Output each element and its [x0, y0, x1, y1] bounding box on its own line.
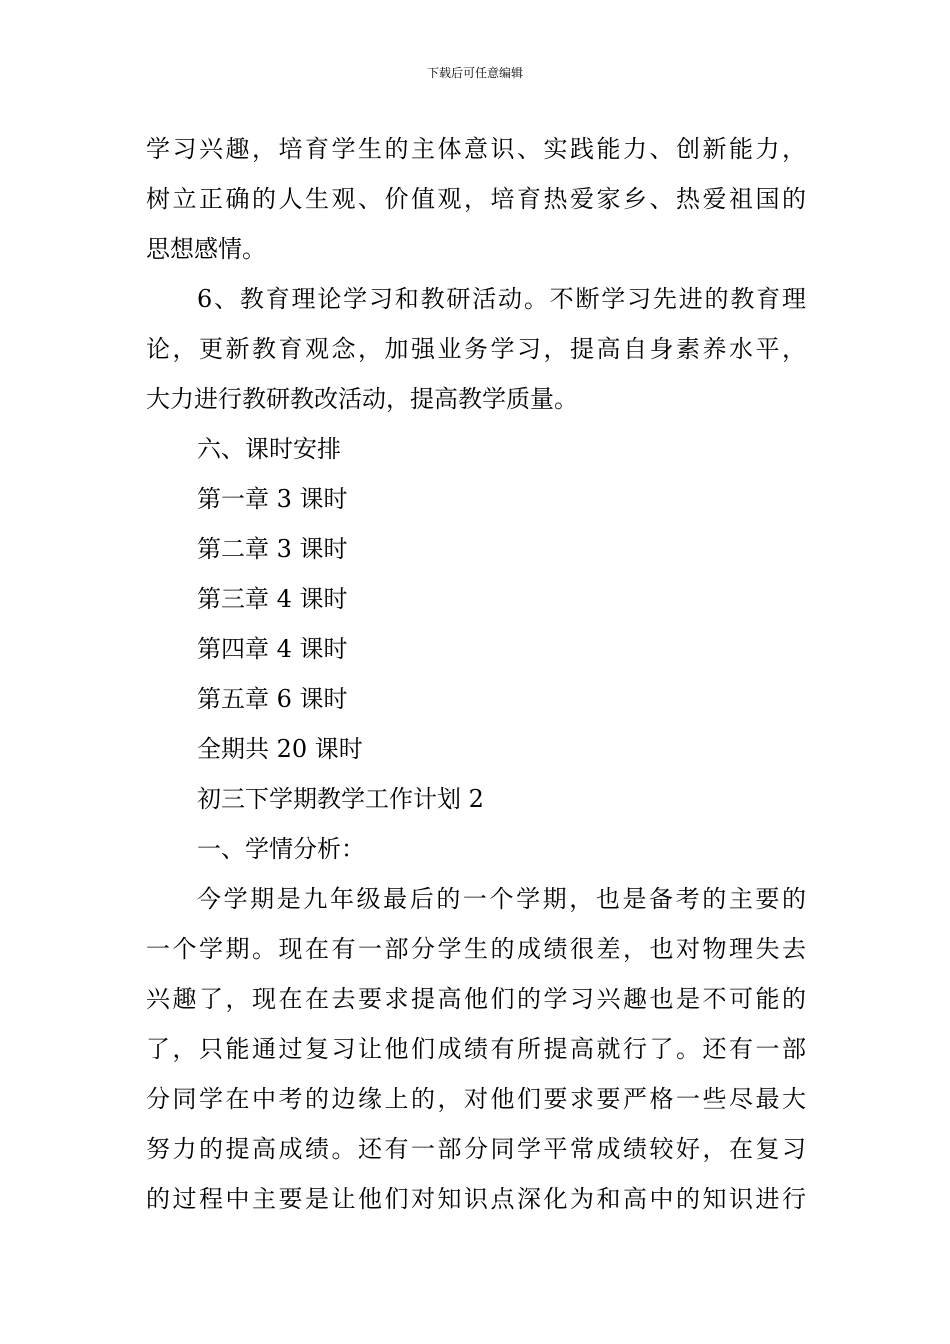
document-subtitle: 初三下学期教学工作计划 2	[197, 785, 484, 813]
paragraph-line: 论，更新教育观念，加强业务学习，提高自身素养水平，	[146, 335, 806, 363]
paragraph-line: 思想感情。	[146, 235, 266, 263]
schedule-item: 第二章 3 课时	[197, 535, 348, 563]
schedule-item: 第四章 4 课时	[197, 635, 348, 663]
paragraph-line: 的过程中主要是让他们对知识点深化为和高中的知识进行	[146, 1185, 806, 1213]
schedule-item: 第一章 3 课时	[197, 485, 348, 513]
schedule-item: 第五章 6 课时	[197, 685, 348, 713]
page-header-note: 下载后可任意编辑	[426, 66, 523, 80]
paragraph-line: 大力进行教研教改活动，提高教学质量。	[146, 385, 578, 413]
paragraph-line: 6、教育理论学习和教研活动。不断学习先进的教育理	[197, 285, 806, 313]
paragraph-line: 一个学期。现在有一部分学生的成绩很差，也对物理失去	[146, 935, 806, 963]
schedule-total: 全期共 20 课时	[197, 735, 363, 763]
paragraph-line: 了，只能通过复习让他们成绩有所提高就行了。还有一部	[146, 1035, 806, 1063]
section-heading: 六、课时安排	[197, 435, 341, 463]
schedule-item: 第三章 4 课时	[197, 585, 348, 613]
paragraph-line: 今学期是九年级最后的一个学期，也是备考的主要的	[197, 885, 806, 913]
paragraph-line: 树立正确的人生观、价值观，培育热爱家乡、热爱祖国的	[146, 185, 806, 213]
paragraph-line: 分同学在中考的边缘上的，对他们要求要严格一些尽最大	[146, 1085, 806, 1113]
document-body	[146, 124, 806, 1224]
section-heading: 一、学情分析：	[197, 835, 365, 863]
paragraph-line: 学习兴趣，培育学生的主体意识、实践能力、创新能力，	[146, 135, 806, 163]
paragraph-line: 兴趣了，现在在去要求提高他们的学习兴趣也是不可能的	[146, 985, 806, 1013]
paragraph-line: 努力的提高成绩。还有一部分同学平常成绩较好，在复习	[146, 1135, 806, 1163]
